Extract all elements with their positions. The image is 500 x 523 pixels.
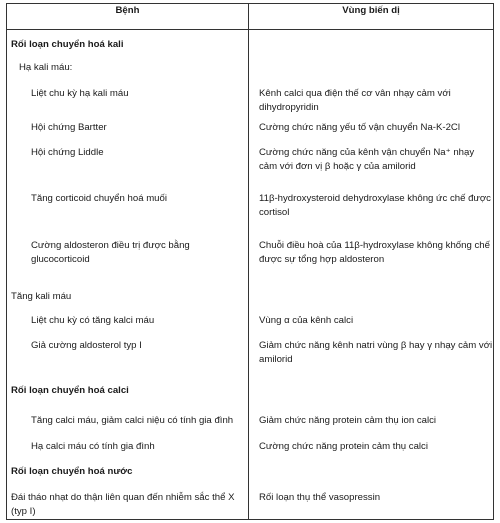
disease-cell: Tăng corticoid chuyển hoá muối bbox=[7, 186, 249, 229]
disease-cell: Hạ calci máu có tính gia đình bbox=[7, 433, 249, 460]
table-row bbox=[7, 378, 494, 406]
subsection-title: Tăng kali máu bbox=[7, 282, 249, 308]
header-variant-region: Vùng biến dị bbox=[249, 4, 494, 30]
disease-cell: Liệt chu kỳ hạ kali máu bbox=[7, 81, 249, 115]
variant-cell: 11β-hydroxysteroid dehydroxylase không ức chế được cortisol bbox=[249, 186, 494, 229]
table-row bbox=[7, 186, 494, 229]
section-title: Rối loạn chuyển hoá calci bbox=[7, 378, 249, 406]
table-row bbox=[7, 460, 494, 485]
table-row bbox=[7, 308, 494, 334]
disease-cell: Hội chứng Liddle bbox=[7, 143, 249, 186]
variant-cell: Cường chức năng của kênh vận chuyển Na⁺ nhạy cảm với đơn vị β hoặc γ của amilorid bbox=[249, 143, 494, 186]
section-title: Rối loạn chuyển hoá nước bbox=[7, 460, 249, 485]
variant-cell: Rối loạn thụ thể vasopressin bbox=[249, 485, 494, 520]
variant-cell: Vùng α của kênh calci bbox=[249, 308, 494, 334]
table-row bbox=[7, 229, 494, 282]
table-row bbox=[7, 406, 494, 433]
variant-cell bbox=[249, 460, 494, 485]
disease-cell: Liệt chu kỳ có tăng kalci máu bbox=[7, 308, 249, 334]
disease-cell: Hội chứng Bartter bbox=[7, 115, 249, 143]
table-row bbox=[7, 115, 494, 143]
disease-cell: Đái tháo nhạt do thận liên quan đến nhiễm sắc thể X (typ I) bbox=[7, 485, 249, 520]
disease-cell: Cường aldosteron điều trị được bằng glucocorticoid bbox=[7, 229, 249, 282]
table-row bbox=[7, 485, 494, 520]
table-row bbox=[7, 143, 494, 186]
disease-cell: Giả cường aldosterol typ I bbox=[7, 334, 249, 378]
table-row bbox=[7, 433, 494, 460]
table-row bbox=[7, 282, 494, 308]
variant-cell: Chuỗi điều hoà của 11β-hydroxylase không khống chế được sự tổng hợp aldosteron bbox=[249, 229, 494, 282]
variant-cell bbox=[249, 378, 494, 406]
variant-cell bbox=[249, 282, 494, 308]
variant-cell: Kênh calci qua điện thế cơ vân nhạy cảm với dihydropyridin bbox=[249, 81, 494, 115]
variant-cell bbox=[249, 55, 494, 81]
variant-cell: Cường chức năng protein cảm thụ calci bbox=[249, 433, 494, 460]
subsection-title: Hạ kali máu: bbox=[7, 55, 249, 81]
variant-cell bbox=[249, 30, 494, 55]
table-row bbox=[7, 81, 494, 115]
table-row bbox=[7, 334, 494, 378]
table-header-row bbox=[7, 4, 494, 30]
disease-cell: Tăng calci máu, giảm calci niệu có tính gia đình bbox=[7, 406, 249, 433]
variant-cell: Giảm chức năng kênh natri vùng β hay γ nhạy cảm với amilorid bbox=[249, 334, 494, 378]
variant-cell: Cường chức năng yếu tố vận chuyển Na-K-2Cl bbox=[249, 115, 494, 143]
section-title: Rối loạn chuyển hoá kali bbox=[7, 30, 249, 55]
variant-cell: Giảm chức năng protein cảm thụ ion calci bbox=[249, 406, 494, 433]
header-disease: Bệnh bbox=[7, 4, 249, 30]
table-row bbox=[7, 55, 494, 81]
disease-variant-table bbox=[6, 3, 494, 520]
table-row bbox=[7, 30, 494, 55]
